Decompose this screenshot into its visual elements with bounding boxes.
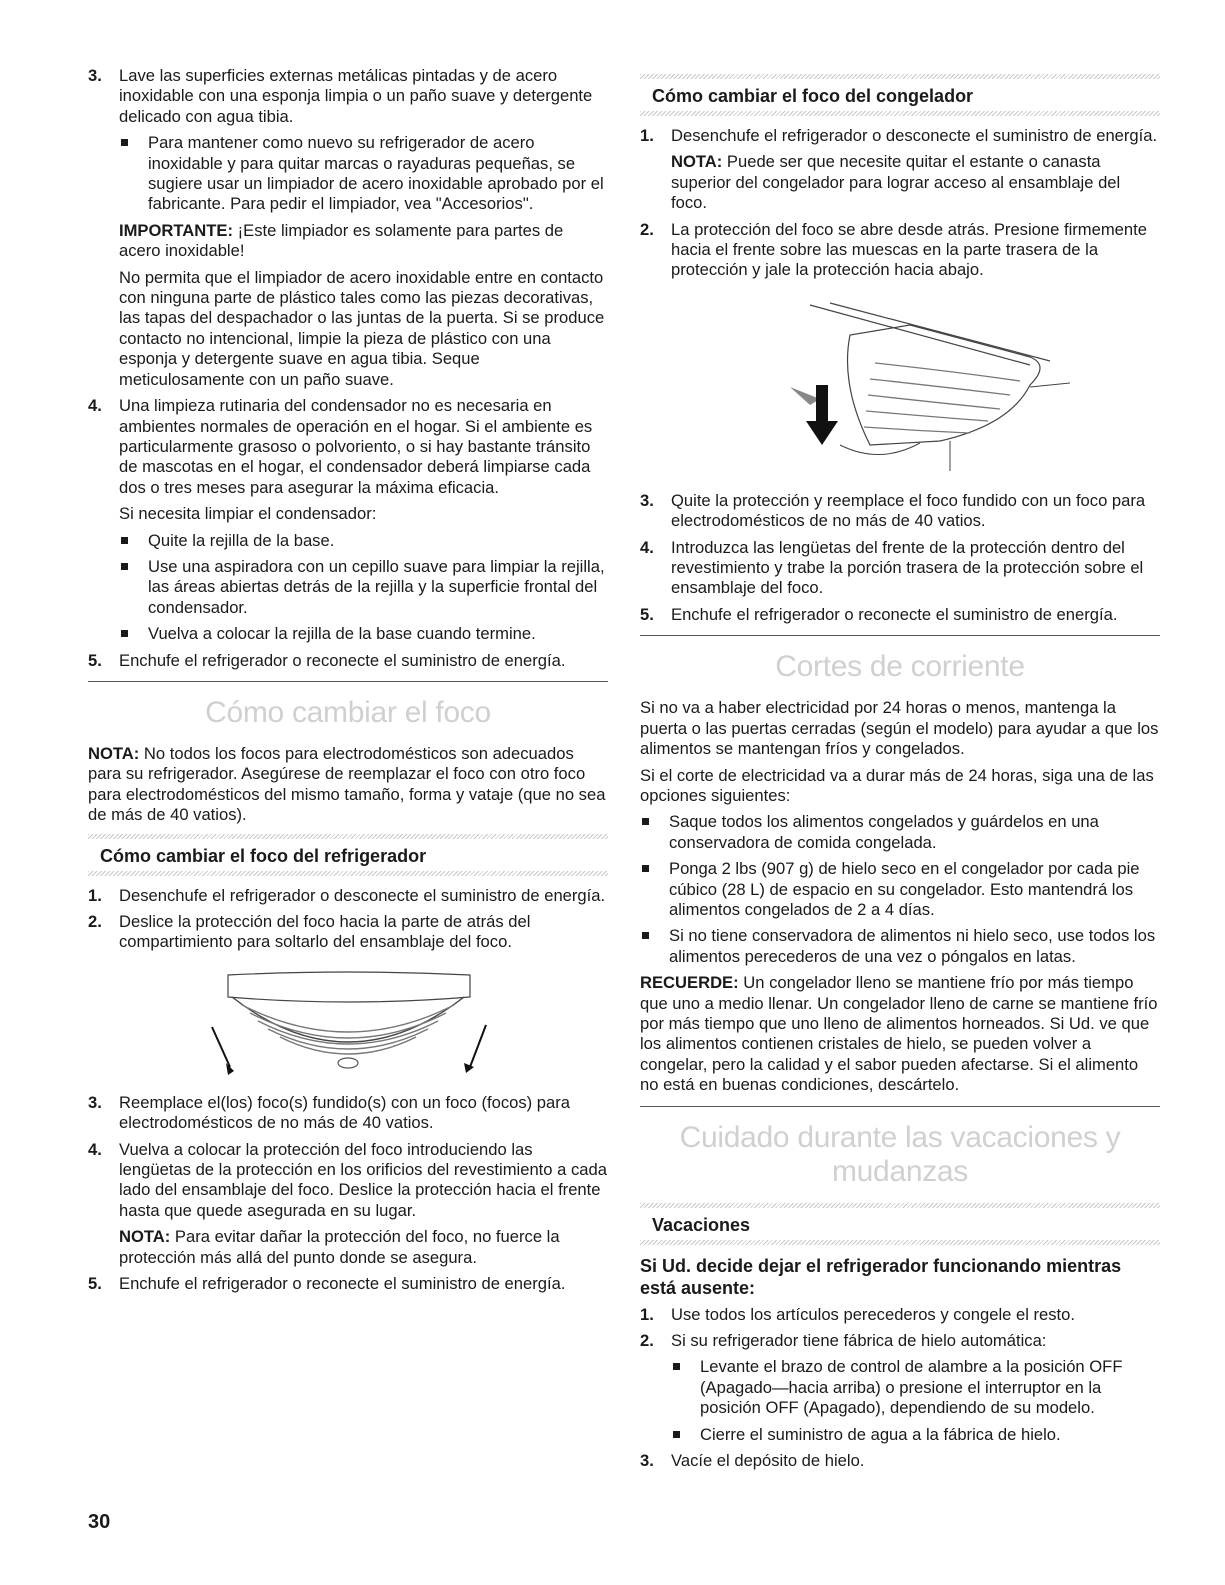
nota-label: NOTA: (671, 152, 723, 172)
step-text: Reemplace el(los) foco(s) fundido(s) con un foco (focos) para electrodomésticos de no más de 40 vatios. (119, 1092, 570, 1133)
section-title: Cómo cambiar el foco (205, 695, 491, 729)
nota-text: No todos los focos para electrodomésticos son adecuados para su refrigerador. Asegúrese de reemplazar el foco con otro foco para electrodomésticos del mismo tamaño, forma y vataje (que no sea de más de 40 vatios). (88, 743, 606, 825)
step-number: 2. (640, 219, 654, 239)
step-text: Una limpieza rutinaria del condensador no es necesaria en ambientes normales de operación en el hogar. Si el ambiente es particularmente grasoso o polvoriento, o si hay bastante tránsito de mascotas en el hogar, el condensador deberá limpiarse cada dos o tres meses para asegurar la máxima eficacia. (119, 396, 593, 497)
nota-label: NOTA: (88, 743, 140, 763)
bullet-item: Vuelva a colocar la rejilla de la base cuando termine. (119, 624, 608, 644)
vacation-step (640, 1451, 1160, 1471)
section-title: Cuidado durante las vacaciones y mudanzas (679, 1120, 1121, 1188)
step-paragraph: No permita que el limpiador de acero inoxidable entre en contacto con ninguna parte de plástico tales como las piezas decorativas, las tapas del despachador o las juntas de la puerta. Si se produce contacto no intencional, limpie la pieza de plástico con una esponja y detergente suave en agua tibia. Seque meticulosamente con un paño suave. (119, 267, 605, 389)
freezer-light-shield-illustration (640, 295, 1160, 475)
hatch-bar (88, 871, 608, 876)
step-number: 5. (88, 1274, 102, 1294)
step-number: 4. (88, 1139, 102, 1159)
recuerde-text: Un congelador lleno se mantiene frío por más tiempo que uno a medio llenar. Un congelador lleno de carne se mantiene frío por más tiempo que uno lleno de alimentos horneados. Si Ud. ve que los alimentos contienen cristales de hielo, se pueden volver a congelar, pero la calidad y el sabor pueden afectarse. Si el alimento no está en buenas condiciones, descártelo. (640, 973, 1158, 1095)
side-heading: Si Ud. decide dejar el refrigerador funcionando mientras está ausente: (640, 1255, 1122, 1298)
fridge-light-shield-illustration (88, 967, 608, 1077)
fridge-step (88, 886, 608, 906)
nota-label: NOTA: (119, 1227, 171, 1247)
step-number: 2. (640, 1331, 654, 1350)
fridge-step (88, 1093, 608, 1134)
nota-paragraph (88, 744, 608, 826)
step-number: 3. (88, 66, 102, 85)
freezer-step (640, 538, 1160, 599)
step-number: 1. (640, 1304, 654, 1324)
important-note (119, 221, 608, 262)
left-column (88, 66, 608, 1300)
subsection-header (88, 834, 608, 876)
bullet-item: Ponga 2 lbs (907 g) de hielo seco en el congelador por cada pie cúbico (28 L) de espacio en su congelador. Esto mantendrá los alimentos congelados de 2 a 4 días. (640, 859, 1160, 920)
section-title: Cortes de corriente (775, 650, 1025, 684)
recuerde-label: RECUERDE: (640, 973, 739, 993)
bullet-item: Saque todos los alimentos congelados y guárdelos en una conservadora de comida congelada. (640, 812, 1160, 853)
nota-text: Puede ser que necesite quitar el estante o canasta superior del congelador para lograr acceso al ensamblaje del foco. (671, 152, 1121, 213)
step-number: 3. (640, 1451, 654, 1471)
important-label: IMPORTANTE: (119, 220, 233, 240)
fridge-step (88, 1140, 608, 1268)
step-text: Lave las superficies externas metálicas pintadas y de acero inoxidable con una esponja limpia o un paño suave y detergente delicado con agua tibia. (119, 66, 593, 126)
step-text: Quite la protección y reemplace el foco fundido con un foco para electrodomésticos de no más de 40 vatios. (671, 490, 1146, 531)
freezer-shield-drawing (730, 295, 1070, 475)
subsection-title: Vacaciones (652, 1214, 751, 1235)
section-divider (640, 1106, 1160, 1107)
nota-paragraph (671, 152, 1160, 213)
fridge-step (88, 912, 608, 953)
bullet-item: Cierre el suministro de agua a la fábrica de hielo. (671, 1425, 1160, 1445)
step-number: 5. (88, 650, 102, 670)
step-text: Enchufe el refrigerador o reconecte el suministro de energía. (119, 650, 566, 670)
step-text: Si su refrigerador tiene fábrica de hielo automática: (671, 1331, 1047, 1350)
step-number: 3. (640, 490, 654, 510)
step-text: Use todos los artículos perecederos y congele el resto. (671, 1304, 1075, 1324)
step-text-2: Si necesita limpiar el condensador: (119, 504, 377, 524)
freezer-step (640, 605, 1160, 625)
step-text: Desenchufe el refrigerador o desconecte el suministro de energía. (119, 885, 606, 905)
bullet-item: Levante el brazo de control de alambre a la posición OFF (Apagado—hacia arriba) o presione el interruptor en la posición OFF (Apagado), dependiendo de su modelo. (671, 1357, 1160, 1418)
light-shield-drawing (198, 967, 498, 1077)
subsection-header (640, 1203, 1160, 1245)
bullet-item: Si no tiene conservadora de alimentos ni hielo seco, use todos los alimentos perecederos de una vez o póngalos en latas. (640, 926, 1160, 967)
freezer-step (640, 491, 1160, 532)
subsection-header (640, 74, 1160, 116)
section-divider (640, 635, 1160, 636)
freezer-step (640, 220, 1160, 281)
hatch-bar (640, 111, 1160, 116)
fridge-step (88, 1274, 608, 1294)
step-text: Introduzca las lengüetas del frente de la protección dentro del revestimiento y trabe la porción trasera de la protección sobre el ensamblaje del foco. (671, 537, 1144, 598)
step-number: 1. (88, 885, 102, 905)
subsection-title: Cómo cambiar el foco del congelador (652, 86, 974, 106)
vacation-step (640, 1331, 1160, 1445)
step-number: 4. (88, 396, 102, 416)
right-column (640, 66, 1160, 1477)
page-number: 30 (88, 1511, 111, 1533)
cortes-paragraph: Si el corte de electricidad va a durar más de 24 horas, siga una de las opciones siguientes: (640, 765, 1154, 805)
step-text: Enchufe el refrigerador o reconecte el suministro de energía. (119, 1274, 566, 1294)
step-number: 2. (88, 912, 102, 931)
step-text: Vuelva a colocar la protección del foco introduciendo las lengüetas de la protección en los orificios del revestimiento a cada lado del ensamblaje del foco. Deslice la protección hacia el frente hasta que quede asegurada en su lugar. (119, 1139, 607, 1220)
bullet-item: Use una aspiradora con un cepillo suave para limpiar la rejilla, las áreas abiertas detrás de la rejilla y la superficie frontal del condensador. (119, 557, 608, 618)
step-number: 3. (88, 1092, 102, 1112)
cleaning-step-3 (88, 66, 608, 390)
nota-text: Para evitar dañar la protección del foco, no fuerce la protección más allá del punto donde se asegura. (119, 1227, 560, 1267)
bullet-item: Quite la rejilla de la base. (119, 531, 608, 551)
step-number: 5. (640, 604, 654, 624)
nota-paragraph (119, 1227, 608, 1268)
important-text: ¡Este limpiador es solamente para partes de acero inoxidable! (119, 220, 564, 261)
step-text: Desenchufe el refrigerador o desconecte el suministro de energía. (671, 126, 1158, 145)
step-text: La protección del foco se abre desde atrás. Presione firmemente hacia el frente sobre las muescas en la parte trasera de la protección y jale la protección hacia abajo. (671, 219, 1147, 280)
cleaning-step-5 (88, 651, 608, 671)
cleaning-step-4 (88, 396, 608, 644)
recuerde-paragraph (640, 973, 1160, 1095)
step-text: Deslice la protección del foco hacia la parte de atrás del compartimiento para soltarlo del ensamblaje del foco. (119, 912, 531, 952)
step-number: 1. (640, 126, 654, 145)
freezer-step (640, 126, 1160, 214)
cortes-paragraph: Si no va a haber electricidad por 24 horas o menos, mantenga la puerta o las puertas cerradas (según el modelo) para ayudar a que los alimentos se mantengan fríos y congelados. (640, 698, 1159, 759)
step-text: Vacíe el depósito de hielo. (671, 1451, 865, 1471)
hatch-bar (640, 1240, 1160, 1245)
vacation-step (640, 1305, 1160, 1325)
step-number: 4. (640, 537, 654, 557)
step-text: Enchufe el refrigerador o reconecte el suministro de energía. (671, 604, 1118, 624)
subsection-title: Cómo cambiar el foco del refrigerador (100, 845, 427, 866)
section-divider (88, 681, 608, 682)
bullet-item: Para mantener como nuevo su refrigerador de acero inoxidable y para quitar marcas o rayaduras pequeñas, se sugiere usar un limpiador de acero inoxidable aprobado por el fabricante. Para pedir el limpiador, vea "Accesorios". (119, 133, 608, 215)
